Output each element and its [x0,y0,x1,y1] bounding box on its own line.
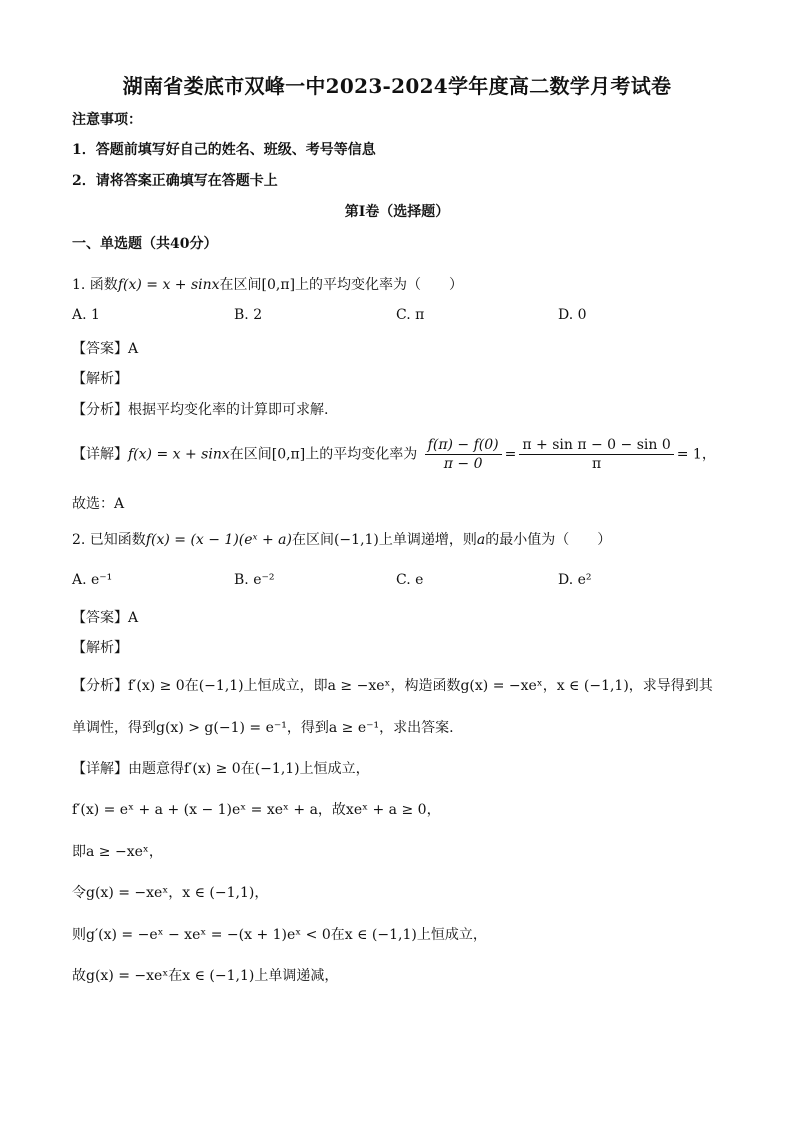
volume-heading: 第I卷（选择题） [344,204,450,220]
q2-option-a: A. e⁻¹ [72,572,113,588]
q2-prefix: 2. 已知函数 [72,532,146,548]
q2-interval: (−1,1) [333,532,379,548]
q2-suffix: 的最小值为（ ） [485,532,612,548]
question-1 [72,275,463,295]
page-title: 湖南省娄底市双峰一中2023-2024学年度高二数学月考试卷 [122,74,672,98]
q2-option-b: B. e⁻² [234,572,275,588]
q2-option-c: C. e [396,572,424,588]
q1-detail-interval: [0,π] [271,446,306,463]
q2-detail-line-2: f′(x) = eˣ + a + (x − 1)eˣ = xeˣ + a，故xeˣ + a ≥ 0， [72,802,441,818]
q1-detail-text: 上的平均变化率为 [305,446,418,463]
q2-mid: 在区间 [291,532,334,548]
q1-fraction-1-numerator: f(π) − f(0) [425,436,502,455]
q1-fraction-2-numerator: π + sin π − 0 − sin 0 [519,436,673,455]
q1-analysis-label: 【解析】 [72,371,128,387]
q1-conclusion: 故选：A [72,496,125,512]
q1-interval: [0,π] [261,277,296,293]
q2-detail-line-4: 令g(x) = −xeˣ，x ∈ (−1,1)， [72,885,269,901]
q1-fraction-2 [519,436,673,473]
q1-analysis: 【分析】根据平均变化率的计算即可求解. [72,402,329,418]
q2-answer: 【答案】A [72,610,139,626]
q1-detail: 【详解】f(x) = x + sinx在区间[0,π]上的平均变化率为 $\frac{f(\pi) - f(0)}{\pi - 0}$ = $\frac{\text{π + sin π − 0 − sin 0}}{\pi}$ = 1， [72,437,716,472]
question-2 [72,530,611,550]
q1-mid: 在区间 [219,277,262,293]
notes-item-1: 1．答题前填写好自己的姓名、班级、考号等信息 [72,142,376,158]
q2-mid2: 上单调递增，则 [378,532,477,548]
notes-heading: 注意事项： [72,112,142,128]
q2-detail-line-1: 【详解】由题意得f′(x) ≥ 0在(−1,1)上恒成立， [72,761,370,777]
q1-fraction-1-denominator: π − 0 [443,456,483,472]
section-heading: 一、单选题（共40分） [72,236,218,252]
q1-answer: 【答案】A [72,341,139,357]
q1-function: f(x) = x + sinx [117,277,220,293]
q1-fraction-2-denominator: π [591,456,602,472]
q2-option-d: D. e² [558,572,592,588]
q1-option-c: C. π [396,307,425,323]
q1-option-b: B. 2 [234,307,263,323]
q2-analysis-line-2: 单调性，得到g(x) > g(−1) = e⁻¹，得到a ≥ e⁻¹，求出答案. [72,720,454,736]
q1-detail-label: 【详解】 [72,446,128,463]
q1-detail-function: f(x) = x + sinx [128,446,230,463]
q1-option-a: A. 1 [72,307,100,323]
q2-detail-line-3: 即a ≥ −xeˣ， [72,844,163,860]
q2-analysis-line-1: 【分析】f′(x) ≥ 0在(−1,1)上恒成立，即a ≥ −xeˣ，构造函数g(x) = −xeˣ，x ∈ (−1,1)，求导得到其 [72,678,713,694]
q1-suffix: 上的平均变化率为（ ） [295,277,464,293]
q2-var-a: a [476,532,486,548]
q2-detail-line-5: 则g′(x) = −eˣ − xeˣ = −(x + 1)eˣ < 0在x ∈ (−1,1)上恒成立， [72,927,487,943]
q1-prefix: 1. 函数 [72,277,118,293]
q2-function: f(x) = (x − 1)(eˣ + a) [145,532,292,548]
q1-detail-end: = 1， [676,446,716,463]
q1-detail-mid: 在区间 [229,446,272,463]
notes-item-2: 2．请将答案正确填写在答题卡上 [72,173,278,189]
q1-fraction-1 [425,436,502,473]
q1-option-d: D. 0 [558,307,587,323]
q2-analysis-label: 【解析】 [72,640,128,656]
q2-detail-line-6: 故g(x) = −xeˣ在x ∈ (−1,1)上单调递减， [72,968,339,984]
